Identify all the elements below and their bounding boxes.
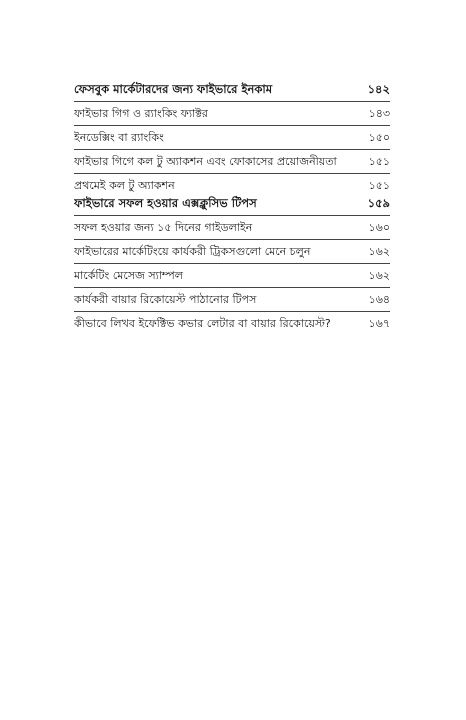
toc-entry-page: ১৬৪ xyxy=(368,293,390,306)
toc-heading xyxy=(74,78,390,102)
toc-entry xyxy=(74,150,390,174)
toc-entry-title: সফল হওয়ার জন্য ১৫ দিনের গাইডলাইন xyxy=(74,221,253,234)
toc-entry-title: ফাইভার গিগ ও র‍্যাংকিং ফ্যাক্টর xyxy=(74,107,208,120)
toc-entry-page: ১৬২ xyxy=(368,245,390,258)
toc-entry-title: ইনডেক্সিং বা র‍্যাংকিং xyxy=(74,131,164,144)
toc-entry-title: কীভাবে লিখব ইফেক্টিভ কভার লেটার বা বায়ার রিকোয়েস্ট? xyxy=(74,317,331,330)
toc-entry xyxy=(74,288,390,312)
toc-entry-page: ১৪৩ xyxy=(368,107,390,120)
toc-entry-page: ১৫০ xyxy=(368,131,390,144)
toc-section-1 xyxy=(74,78,390,198)
toc-entry-title: প্রথমেই কল টু অ্যাকশন xyxy=(74,179,175,192)
toc-entry xyxy=(74,312,390,336)
toc-entry-page: ১৬২ xyxy=(368,269,390,282)
toc-entry-page: ১৬৭ xyxy=(368,317,390,330)
toc-entry xyxy=(74,240,390,264)
toc-heading-page: ১৫৯ xyxy=(367,196,390,210)
toc-entry-page: ১৫১ xyxy=(368,179,390,192)
toc-entry xyxy=(74,216,390,240)
toc-entry-page: ১৫১ xyxy=(368,155,390,168)
toc-heading-page: ১৪২ xyxy=(367,82,390,96)
toc-section-2 xyxy=(74,192,390,336)
toc-entry xyxy=(74,102,390,126)
toc-entry-title: ফাইভারের মার্কেটিংয়ে কার্যকরী ট্রিকসগুলো মেনে চলুন xyxy=(74,245,311,258)
toc-entry-title: কার্যকরী বায়ার রিকোয়েস্ট পাঠানোর টিপস xyxy=(74,293,257,306)
toc-entry xyxy=(74,264,390,288)
toc-entry xyxy=(74,126,390,150)
toc-entry-title: ফাইভার গিগে কল টু অ্যাকশন এবং ফোকাসের প্রয়োজনীয়তা xyxy=(74,155,337,168)
toc-entry-title: মার্কেটিং মেসেজ স্যাম্পল xyxy=(74,269,183,282)
toc-heading-title: ফেসবুক মার্কেটারদের জন্য ফাইভারে ইনকাম xyxy=(74,82,273,96)
toc-heading xyxy=(74,192,390,216)
toc-entry-page: ১৬০ xyxy=(368,221,390,234)
toc-heading-title: ফাইভারে সফল হওয়ার এক্সক্লুসিভ টিপস xyxy=(74,196,257,210)
